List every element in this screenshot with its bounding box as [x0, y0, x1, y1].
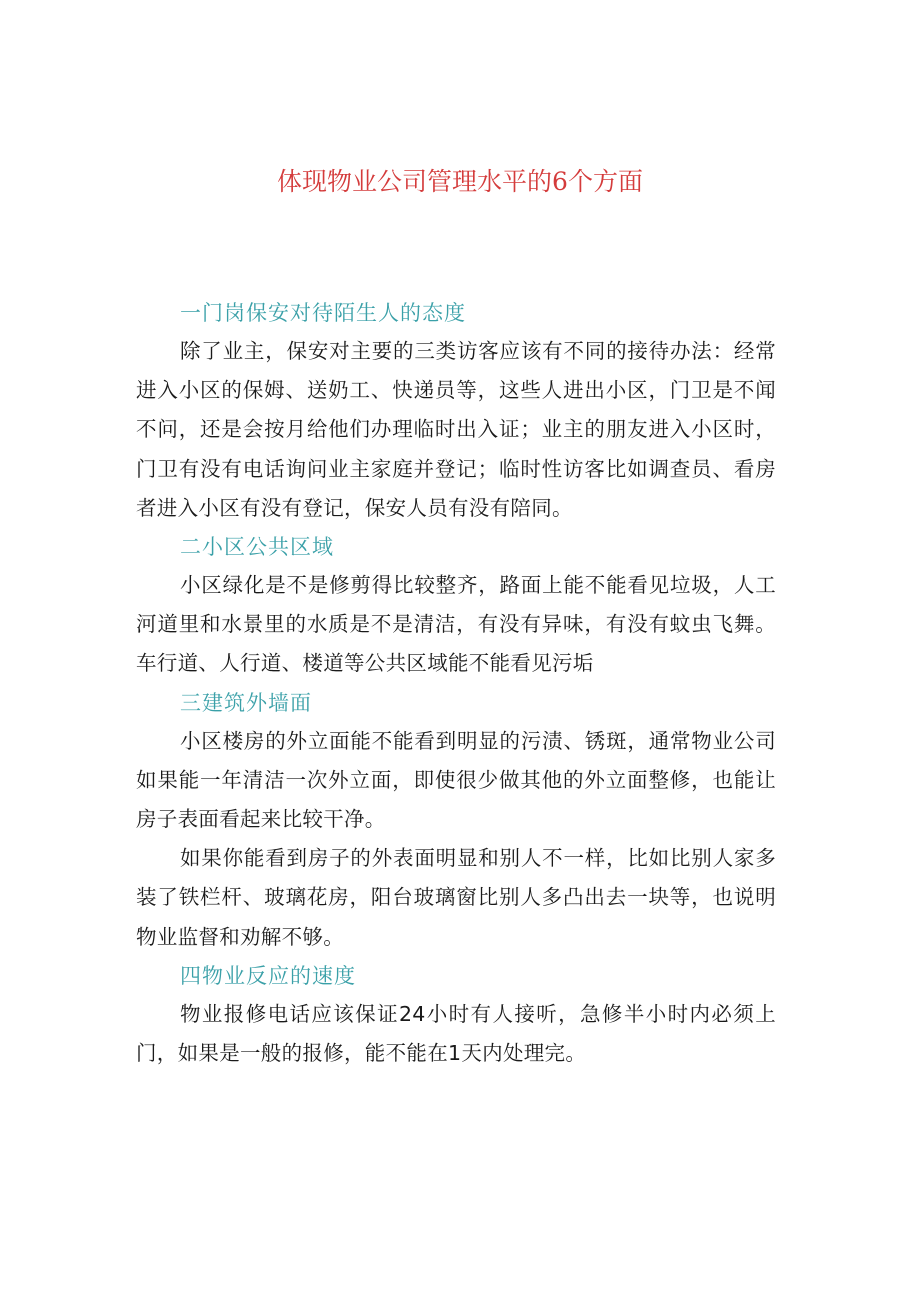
section-4	[136, 957, 776, 1073]
section-heading: 二小区公共区域	[180, 535, 334, 560]
section-2	[136, 528, 776, 684]
section-heading: 三建筑外墙面	[180, 690, 312, 715]
section-heading: 四物业反应的速度	[180, 963, 356, 988]
document-title: 体现物业公司管理水平的6个方面	[277, 167, 643, 196]
section-paragraph: 如果你能看到房子的外表面明显和别人不一样，比如比别人家多装了铁栏杆、玻璃花房，阳台玻璃窗比别人多凸出去一块等，也说明物业监督和劝解不够。	[136, 846, 776, 949]
section-paragraph: 小区楼房的外立面能不能看到明显的污渍、锈斑，通常物业公司如果能一年清洁一次外立面，即使很少做其他的外立面整修，也能让房子表面看起来比较干净。	[136, 728, 776, 832]
section-1	[136, 294, 776, 528]
section-3	[136, 684, 776, 957]
document-body	[136, 294, 776, 1073]
section-heading: 一门岗保安对待陌生人的态度	[180, 301, 466, 325]
section-paragraph: 小区绿化是不是修剪得比较整齐，路面上能不能看见垃圾，人工河道里和水景里的水质是不是清洁，有没有异味，有没有蚊虫飞舞。车行道、人行道、楼道等公共区域能不能看见污垢	[136, 573, 776, 676]
section-paragraph: 物业报修电话应该保证24小时有人接听，急修半小时内必须上门，如果是一般的报修，能不能在1天内处理完。	[136, 1001, 776, 1066]
section-paragraph: 除了业主，保安对主要的三类访客应该有不同的接待办法：经常进入小区的保姆、送奶工、快递员等，这些人进出小区，门卫是不闻不问，还是会按月给他们办理临时出入证；业主的朋友进入小区时，门卫有没有电话询问业主家庭并登记；临时性访客比如调查员、看房者进入小区有没有登记，保安人员有没有陪同。	[136, 339, 776, 520]
